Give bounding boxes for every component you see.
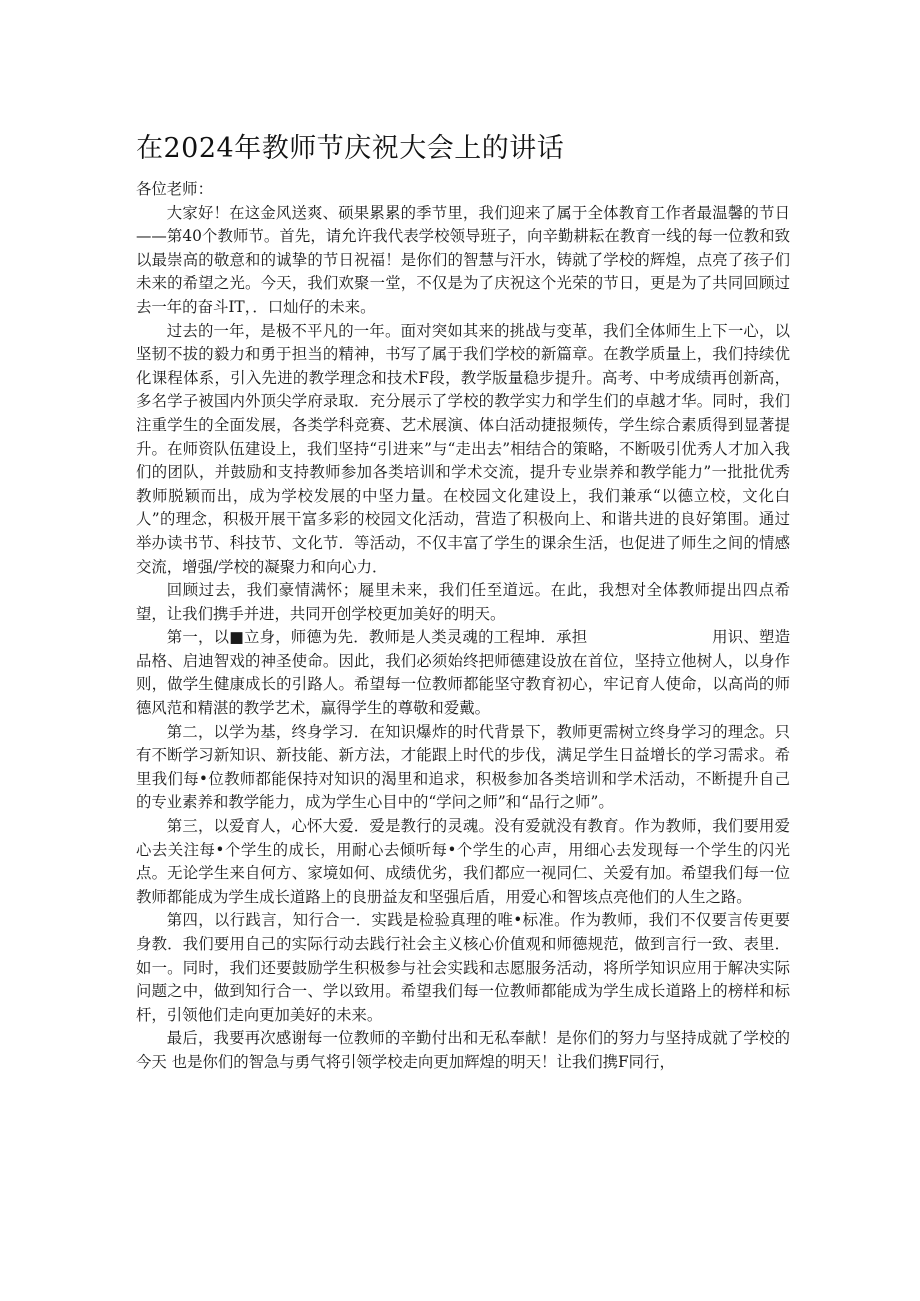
document-title: 在2024年教师节庆祝大会上的讲话 — [136, 133, 565, 164]
paragraph-hope-one: 第一，以■立身，师德为先．教师是人类灵魂的工程坤．承担 用识、塑造品格、启迪智戏的神圣使命。因此，我们必须始终把师德建设放在首位，坚持立他树人，以身作则，做学生健康成长的引路人。希望每一位教师都能坚守教育初心，牢记育人使命，以高尚的师德风范和精湛的教学艺术，赢得学生的尊敬和爱戴。 — [136, 628, 790, 718]
speech-body — [136, 178, 790, 1075]
paragraph-hope-three: 第三，以爱育人，心怀大爱．爱是教行的灵魂。没有爱就没有教育。作为教师，我们要用爱心去关注每•个学生的成长，用耐心去倾听每•个学生的心声，用细心去发现每一个学生的闪光点。无论学生来自何方、家境如何、成绩优劣，我们都应一视同仁、关爱有加。希望我们每一位教师都能成为学生成长道路上的良册益友和坚强后盾，用爱心和智垓点亮他们的人生之路。 — [136, 817, 790, 906]
paragraph-greeting: 大家好！在这金风送爽、硕果累累的季节里，我们迎来了属于全体教育工作者最温馨的节日——第40个教师节。首先，请允许我代表学校领导班子，向辛勤耕耘在教育一线的每一位教和致以最崇高的敬意和的诚挚的节日祝福！是你们的智慧与汗水，铸就了学校的辉煌，点亮了孩子们未来的希望之光。今天，我们欢聚一堂，不仅是为了庆祝这个光荣的节日，更是为了共同回顾过去一年的奋斗IT，．口灿仔的未来。 — [136, 203, 790, 316]
paragraph-hope-two: 第二，以学为基，终身学习．在知识爆炸的时代背景下，教师更需树立终身学习的理念。只有不断学习新知识、新技能、新方法，才能跟上时代的步伐，满足学生日益增长的学习需求。希里我们每•位教师都能保持对知识的渴里和追求，积极参加各类培训和学术活动，不断提升自己的专业素养和教学能力，成为学生心目中的“学问之师”和“品行之师”。 — [136, 722, 790, 812]
paragraph-past-year-review: 过去的一年，是极不平凡的一年。面对突如其来的挑战与变革，我们全体师生上下一心，以坚韧不拔的毅力和勇于担当的精神，书写了属于我们学校的新篇章。在教学质量上，我们持续优化课程体系，引入先进的教学理念和技术F段，教学版量稳步提升。高考、中考成绩再创新高，多名学子被国内外顶尖学府录取．充分展示了学校的教学实力和学生们的卓越才华。同时，我们注重学生的全面发展，各类学科竞赛、艺术展演、体白活动捷报频传，学生综合素质得到显著提升。在师资队伍建设上，我们坚持“引进来”与“走出去”相结合的策略，不断吸引优秀人才加入我们的团队，并鼓励和支持教师参加各类培训和学术交流，提升专业崇养和教学能力”一批批优秀教师脱颖而出，成为学校发展的中坚力量。在校园文化建设上，我们兼承“以德立校，文化白人”的理念，积极开展干富多彩的校园文化活动，营造了积极向上、和谐共进的良好第围。通过举办读书节、科技节、文化节．等活动，不仅丰富了学生的课余生活，也促进了师生之间的情感交流，增强/学校的凝聚力和向心力． — [136, 321, 790, 576]
paragraph-closing: 最后，我要再次感谢每一位教师的辛勤付出和无私奉献！是你们的努力与坚持成就了学校的今天 也是你们的智急与勇气将引领学校走向更加辉煌的明天！让我们携F同行， — [136, 1029, 790, 1071]
salutation: 各位老师： — [136, 180, 213, 198]
paragraph-hope-four: 第四，以行践言，知行合一．实践是检验真理的唯•标准。作为教师，我们不仅要言传更要身教．我们要用自己的实际行动去践行社会主义核心价值观和师德规范，做到言行一致、表里．如一。同时，我们还要鼓励学生积极参与社会实践和志愿服务活动，将所学知识应用于解决实际问题之中，做到知行合一、学以致用。希望我们每一位教师都能成为学生成长道路上的榜样和标杆，引领他们走向更加美好的未来。 — [136, 911, 790, 1024]
paragraph-four-hopes-intro: 回顾过去，我们豪情满怀；屣里未来，我们任至道远。在此，我想对全体教师提出四点希望，让我们携手并进，共同开创学校更加美好的明天。 — [136, 581, 790, 623]
